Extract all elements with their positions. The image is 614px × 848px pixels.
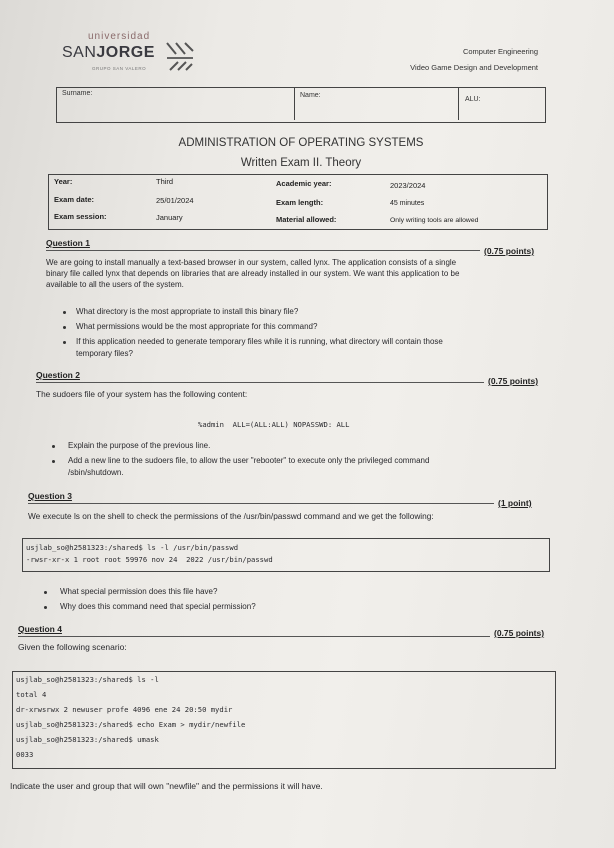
question-2-line-1: The sudoers file of your system has the following content: [36,389,248,399]
question-3-terminal-line-1: usjlab_so@h2581323:/shared$ ls -l /usr/bin/passwd [26,543,239,552]
question-4-terminal-line-6: 0033 [16,750,34,759]
question-1-bullet-2: What permissions would be the most appropriate for this command? [76,322,318,331]
question-3-line-1: We execute ls on the shell to check the permissions of the /usr/bin/passwd command and we get the following: [28,511,434,521]
question-3-title: Question 3 [28,491,72,501]
question-1-points: (0.75 points) [484,246,535,256]
question-3-bullet-2: Why does this command need that special permission? [60,602,256,611]
logo-san: SAN [62,44,97,61]
question-4-final-instruction: Indicate the user and group that will own "newfile" and the permissions it will have. [10,781,323,791]
student-box-divider-1 [294,88,295,120]
question-4-title: Question 4 [18,624,62,634]
question-1-title: Question 1 [46,238,90,248]
question-4-rule [18,636,490,637]
question-3-points: (1 point) [498,498,532,508]
bullet-icon [44,591,47,594]
question-2-rule [36,382,484,383]
exam-length-value: 45 minutes [390,200,425,207]
material-allowed-label: Material allowed: [276,215,337,224]
question-3-bullet-1: What special permission does this file have? [60,587,218,596]
question-1-line-2: binary file called lynx that depends on libraries that are already installed in our system. We want this application to be [46,269,460,278]
logo-jorge: JORGE [96,44,155,61]
bullet-icon [44,606,47,609]
question-1-bullet-3-cont: temporary files? [76,349,133,358]
student-box-divider-2 [458,88,459,120]
question-2-sudoers-line: %admin ALL=(ALL:ALL) NOPASSWD: ALL [198,420,350,429]
bullet-icon [52,445,55,448]
logo-university-text: universidad [88,31,151,42]
logo-name [62,44,155,62]
question-1-bullet-3: If this application needed to generate temporary files while it is running, what directory will contain those [76,337,443,346]
academic-year-label: Academic year: [276,179,332,188]
logo-group-text: GRUPO SAN VALERO [92,66,147,71]
question-2-points: (0.75 points) [488,376,539,386]
question-2-bullet-2-cont: /sbin/shutdown. [68,468,124,477]
question-4-terminal-line-5: usjlab_so@h2581323:/shared$ umask [16,735,159,744]
question-1-line-1: We are going to install manually a text-based browser in our system, called lynx. The application consists of a single [46,258,457,267]
bullet-icon [63,311,66,314]
question-2-bullet-2: Add a new line to the sudoers file, to allow the user "rebooter" to execute only the privileged command [68,456,430,465]
exam-subtitle: Written Exam II. Theory [240,157,362,169]
question-4-terminal-line-3: dr-xrwsrwx 2 newuser profe 4096 ene 24 20:50 mydir [16,705,233,714]
bullet-icon [63,341,66,344]
question-3-rule [28,503,494,504]
question-2-bullet-1: Explain the purpose of the previous line. [68,441,211,450]
exam-length-label: Exam length: [276,198,324,207]
exam-date-value: 25/01/2024 [156,196,194,205]
question-4-terminal-line-2: total 4 [16,690,47,699]
question-1-bullet-1: What directory is the most appropriate to install this binary file? [76,307,299,316]
surname-label: Surname: [62,90,93,97]
question-1-rule [46,250,480,251]
question-2-title: Question 2 [36,370,80,380]
name-label: Name: [300,92,321,99]
question-4-points: (0.75 points) [494,628,545,638]
exam-session-value: January [156,213,183,222]
year-value: Third [156,177,174,186]
question-3-terminal-line-2: -rwsr-xr-x 1 root root 59976 nov 24 2022 /usr/bin/passwd [26,555,273,564]
material-allowed-value: Only writing tools are allowed [390,217,479,224]
question-4-terminal-line-1: usjlab_so@h2581323:/shared$ ls -l [16,675,159,684]
academic-year-value: 2023/2024 [390,181,426,190]
exam-session-label: Exam session: [54,212,107,221]
exam-date-label: Exam date: [54,195,95,204]
question-4-terminal-line-4: usjlab_so@h2581323:/shared$ echo Exam > mydir/newfile [16,720,246,729]
bullet-icon [63,326,66,329]
question-1-line-3: available to all the users of the system. [46,280,184,289]
university-logo-icon [164,40,194,72]
exam-title: ADMINISTRATION OF OPERATING SYSTEMS [178,137,424,149]
bullet-icon [52,460,55,463]
department-line-2: Video Game Design and Development [410,63,538,72]
alu-label: ALU: [465,96,481,103]
question-4-line-1: Given the following scenario: [18,642,127,652]
year-label: Year: [54,177,73,186]
department-line-1: Computer Engineering [462,47,538,56]
